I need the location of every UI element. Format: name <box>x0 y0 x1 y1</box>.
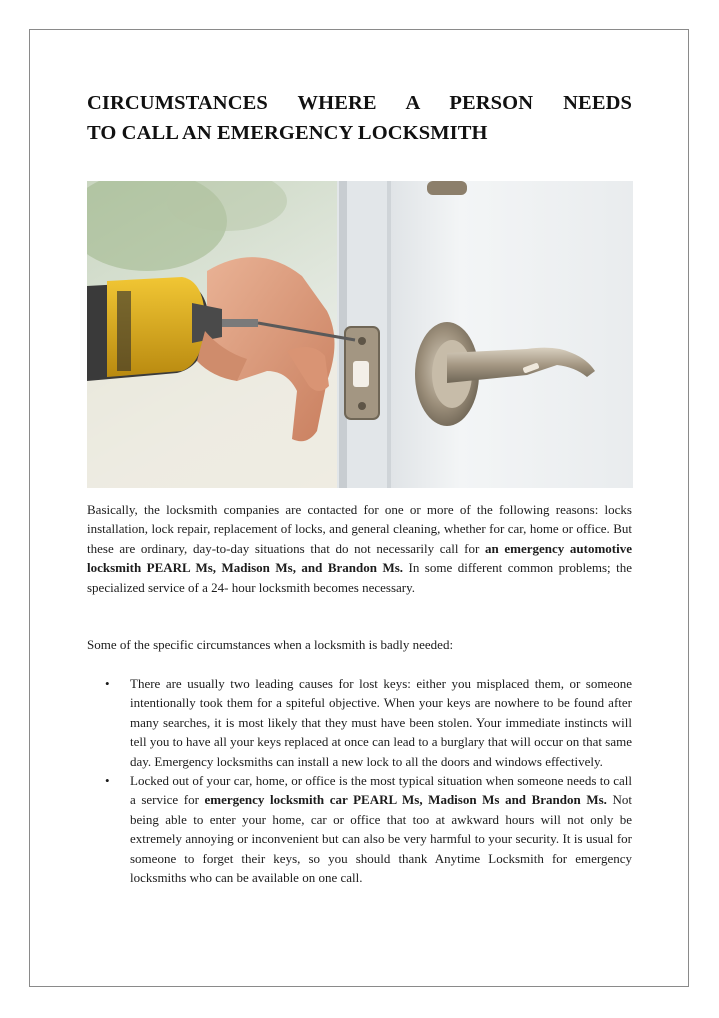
title-line-1: CIRCUMSTANCES WHERE A PERSON NEEDS <box>87 92 632 114</box>
bullet-icon: • <box>105 773 110 789</box>
title-line-2: TO CALL AN EMERGENCY LOCKSMITH <box>87 122 488 144</box>
list-item-text-a: There are usually two leading causes for lost keys: either you misplaced them, or someone intentionally took them for a spiteful objective. When your keys are nowhere to be found after many searches, it is most likely that they must have been stolen. Your immediate instincts will tell you to have all your keys replaced at once can lead to a burglary that will occur on that same day. Emergency locksmiths can install a new lock to all the doors and windows effectively. <box>130 676 632 769</box>
intro-paragraph <box>87 500 632 597</box>
page-title <box>87 88 632 148</box>
door-lock-drill-photo-icon <box>87 181 633 488</box>
list-item <box>87 674 632 771</box>
list-item-text-a: Locked out of your car, home, or office is the most typical situation when someone needs to call a service for <box>130 773 632 808</box>
list-item-bold: emergency locksmith car PEARL Ms, Madison Ms and Brandon Ms. <box>204 792 607 808</box>
list-item-text-b: Not being able to enter your home, car or office that too at awkward hours will not only be extremely annoying or inconvenient but can also be very harmful to your security. It is usual for someone to forget their keys, so you should thank Anytime Locksmith for emergency locksmiths who can be available on one call. <box>130 792 632 886</box>
intro-text-b: In some different common problems; the specialized service of a 24- hour locksmith becomes necessary. <box>87 560 632 595</box>
intro-text-a: Basically, the locksmith companies are contacted for one or more of the following reasons: locks installation, lock repair, replacement of locks, and general cleaning, whether for car, home or office. But these are ordinary, day-to-day situations that do not necessarily call for <box>87 502 632 556</box>
list-item <box>87 771 632 887</box>
intro-bold-link-text: an emergency automotive locksmith PEARL Ms, Madison Ms, and Brandon Ms. <box>87 540 632 576</box>
bullet-icon: • <box>105 676 110 691</box>
circumstances-list <box>87 674 632 887</box>
circumstances-intro: Some of the specific circumstances when a locksmith is badly needed: <box>87 637 454 652</box>
